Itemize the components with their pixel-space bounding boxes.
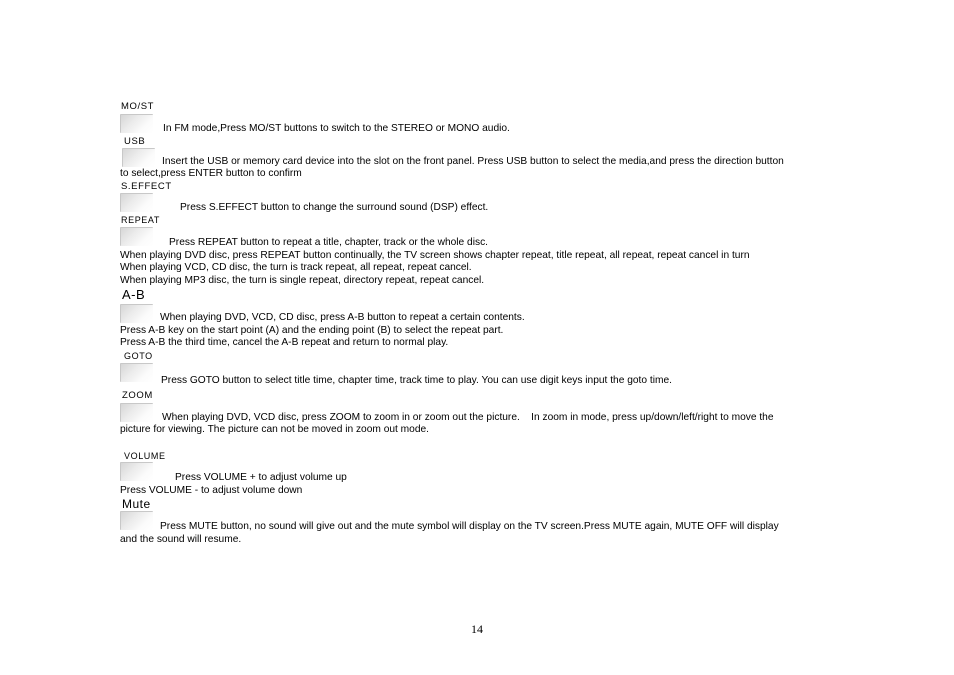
seffect-description: Press S.EFFECT button to change the surround sound (DSP) effect.: [180, 202, 489, 213]
zoom-description-line-1: When playing DVD, VCD disc, press ZOOM to zoom in or zoom out the picture. In zoom in mode, press up/down/left/right to move the: [162, 412, 774, 423]
mute-description-line-1: Press MUTE button, no sound will give out and the mute symbol will display on the TV screen.Press MUTE again, MUTE OFF will display: [160, 521, 779, 532]
most-description: In FM mode,Press MO/ST buttons to switch to the STEREO or MONO audio.: [163, 123, 510, 134]
mute-description-line-2: and the sound will resume.: [120, 534, 242, 545]
usb-button-icon: [122, 148, 155, 167]
mute-button-icon: [120, 511, 153, 530]
ab-description-line-3: Press A-B the third time, cancel the A-B repeat and return to normal play.: [120, 337, 449, 348]
repeat-description-line-4: When playing MP3 disc, the turn is single repeat, directory repeat, repeat cancel.: [120, 275, 485, 286]
goto-description: Press GOTO button to select title time, chapter time, track time to play. You can use digit keys input the goto time.: [161, 375, 672, 386]
section-label-mute: Mute: [122, 497, 151, 511]
section-label-volume: VOLUME: [124, 451, 166, 461]
seffect-button-icon: [120, 193, 153, 212]
volume-button-icon: [120, 462, 153, 481]
ab-description-line-1: When playing DVD, VCD, CD disc, press A-B button to repeat a certain contents.: [160, 312, 525, 323]
usb-description-line-1: Insert the USB or memory card device into the slot on the front panel. Press USB button to select the media,and press the direction button: [162, 156, 784, 167]
zoom-button-icon: [120, 403, 153, 422]
section-label-most: MO/ST: [121, 101, 155, 112]
section-label-seffect: S.EFFECT: [121, 181, 172, 192]
volume-description-line-2: Press VOLUME - to adjust volume down: [120, 485, 303, 496]
section-label-usb: USB: [124, 136, 146, 147]
section-label-ab: A-B: [122, 287, 146, 302]
section-label-zoom: ZOOM: [122, 390, 153, 401]
volume-description-line-1: Press VOLUME + to adjust volume up: [175, 472, 347, 483]
usb-description-line-2: to select,press ENTER button to confirm: [120, 168, 302, 179]
goto-button-icon: [120, 363, 153, 382]
zoom-description-line-2: picture for viewing. The picture can not be moved in zoom out mode.: [120, 424, 429, 435]
repeat-description-line-2: When playing DVD disc, press REPEAT button continually, the TV screen shows chapter repeat, title repeat, all repeat, repeat cancel in turn: [120, 250, 750, 261]
repeat-description-line-3: When playing VCD, CD disc, the turn is track repeat, all repeat, repeat cancel.: [120, 262, 472, 273]
page-number: 14: [471, 622, 483, 636]
ab-button-icon: [120, 304, 153, 323]
repeat-button-icon: [120, 227, 153, 246]
ab-description-line-2: Press A-B key on the start point (A) and the ending point (B) to select the repeat part.: [120, 325, 504, 336]
most-button-icon: [120, 114, 153, 133]
section-label-goto: GOTO: [124, 351, 153, 361]
repeat-description-line-1: Press REPEAT button to repeat a title, chapter, track or the whole disc.: [169, 237, 488, 248]
section-label-repeat: REPEAT: [121, 215, 160, 225]
